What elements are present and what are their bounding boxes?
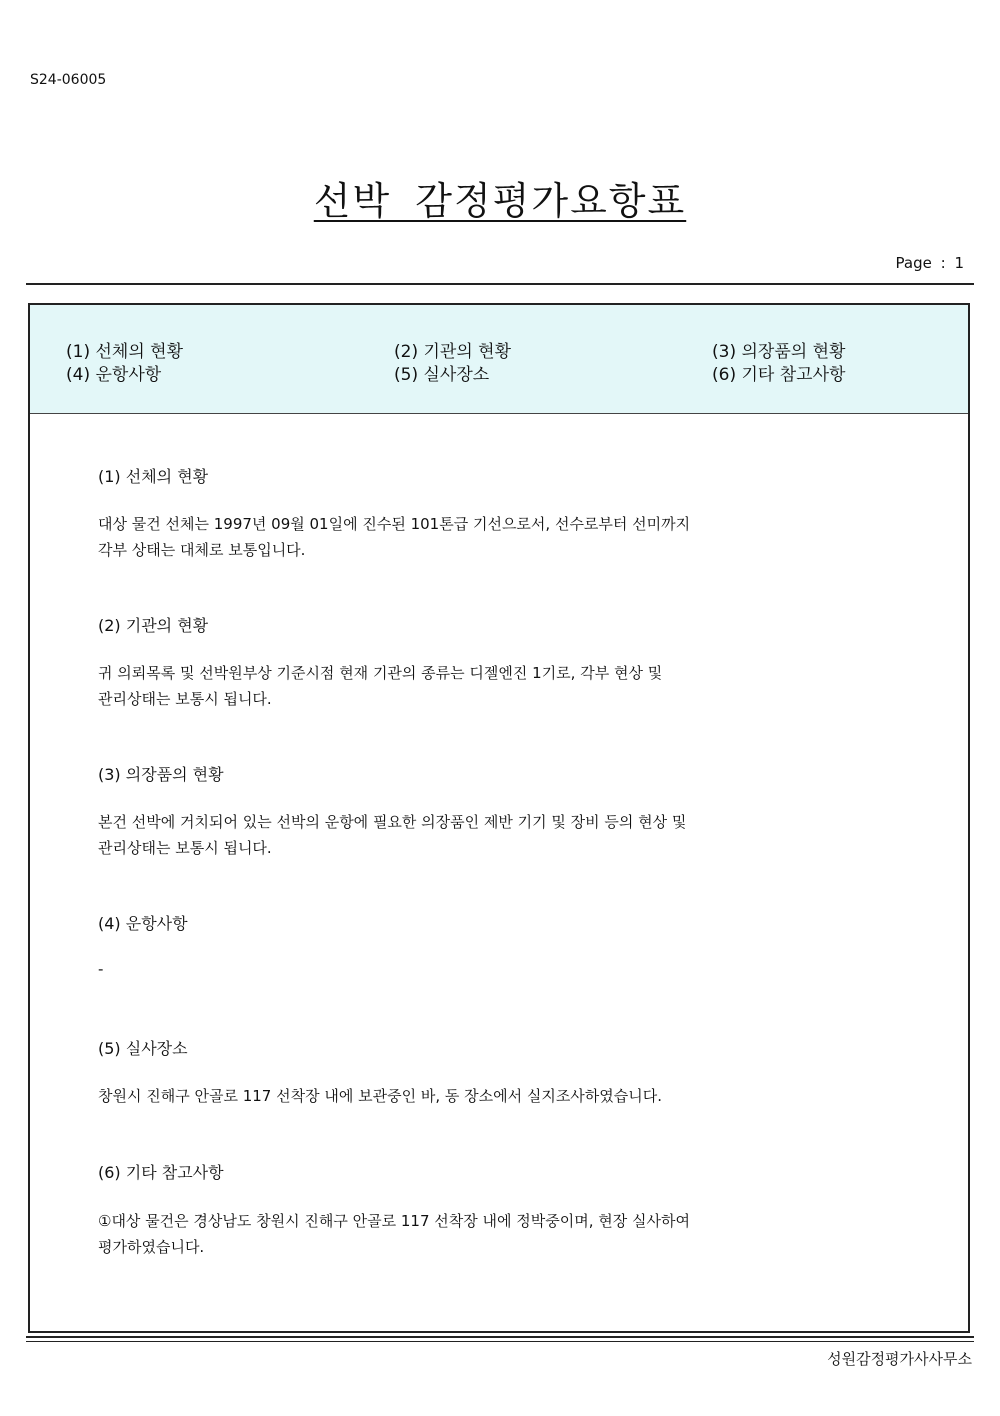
document-frame	[28, 303, 970, 1333]
toc-item-hull: (1) 선체의 현황	[66, 342, 183, 362]
toc-item-inspection-site: (5) 실사장소	[394, 365, 490, 385]
section-body-operation: -	[98, 960, 104, 978]
page-number: Page : 1	[895, 254, 964, 272]
toc-item-equipment: (3) 의장품의 현황	[712, 342, 846, 362]
section-body-inspection-site: 창원시 진해구 안골로 117 선착장 내에 보관중인 바, 동 장소에서 실지조사하였습니다.	[98, 1087, 663, 1105]
section-body-hull: 대상 물건 선체는 1997년 09월 01일에 진수된 101톤급 기선으로서, 선수로부터 선미까지 각부 상태는 대체로 보통입니다.	[98, 515, 691, 559]
page-title	[0, 170, 1000, 225]
document-code: S24-06005	[30, 72, 107, 88]
section-heading-operation: (4) 운항사항	[98, 914, 188, 933]
section-heading-hull: (1) 선체의 현황	[98, 467, 209, 486]
page-title-text: 선박 감정평가요항표	[313, 179, 687, 223]
footer-divider-thin	[26, 1341, 974, 1342]
section-heading-other-notes: (6) 기타 참고사항	[98, 1163, 224, 1182]
section-body-other-notes: ①대상 물건은 경상남도 창원시 진해구 안골로 117 선착장 내에 정박중이며, 현장 실사하여 평가하였습니다.	[98, 1212, 690, 1256]
section-heading-engine: (2) 기관의 현황	[98, 616, 209, 635]
header-divider	[26, 283, 974, 285]
footer-organization: 성원감정평가사사무소	[827, 1350, 972, 1368]
toc-item-engine: (2) 기관의 현황	[394, 342, 511, 362]
footer-divider	[26, 1336, 974, 1338]
section-heading-inspection-site: (5) 실사장소	[98, 1039, 188, 1058]
toc-item-other-notes: (6) 기타 참고사항	[712, 365, 846, 385]
table-of-contents	[30, 305, 968, 414]
section-heading-equipment: (3) 의장품의 현황	[98, 765, 224, 784]
toc-item-operation: (4) 운항사항	[66, 365, 162, 385]
section-body-engine: 귀 의뢰목록 및 선박원부상 기준시점 현재 기관의 종류는 디젤엔진 1기로, 각부 현상 및 관리상태는 보통시 됩니다.	[98, 664, 663, 708]
section-body-equipment: 본건 선박에 거치되어 있는 선박의 운항에 필요한 의장품인 제반 기기 및 장비 등의 현상 및 관리상태는 보통시 됩니다.	[98, 813, 687, 857]
